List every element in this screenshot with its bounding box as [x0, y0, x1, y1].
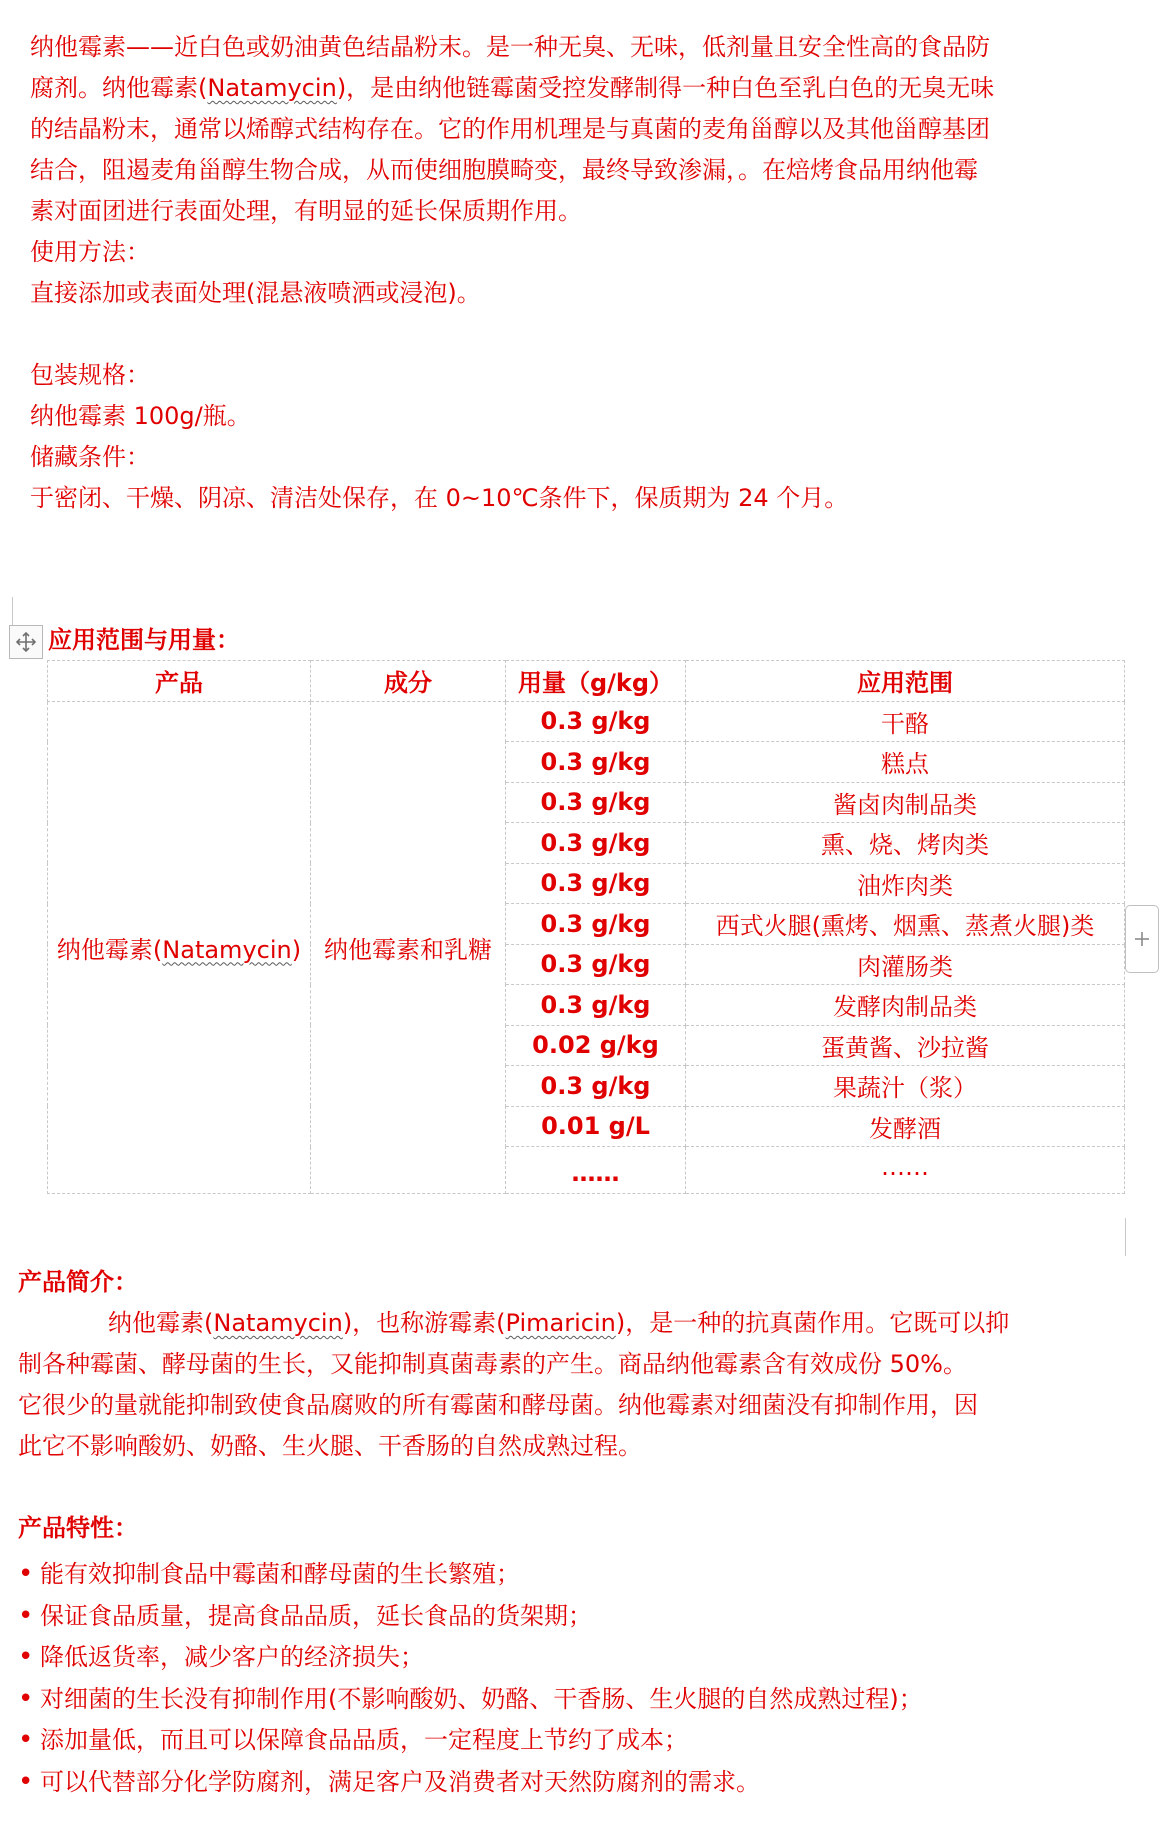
features-heading: 产品特性： [18, 1514, 138, 1542]
list-item: • 降低返货率，减少客户的经济损失； [18, 1637, 1158, 1679]
scope-cell: …… [686, 1147, 1125, 1194]
intro2-line: 纳他霉素(Natamycin)，也称游霉素(Pimaricin)，是一种的抗真菌作用。它既可以抑 [108, 1309, 1010, 1337]
intro-line: 素对面团进行表面处理，有明显的延长保质期作用。 [30, 197, 582, 225]
intro-line: 腐剂。纳他霉素(Natamycin)，是由纳他链霉菌受控发酵制得一种白色至乳白色的无臭无味 [30, 74, 995, 102]
intro2-line: 它很少的量就能抑制致使食品腐败的所有霉菌和酵母菌。纳他霉素对细菌没有抑制作用，因 [18, 1391, 978, 1419]
dose-cell: 0.3 g/kg [506, 904, 686, 945]
table-edge-marker [1125, 1218, 1126, 1256]
dose-cell: 0.3 g/kg [506, 863, 686, 904]
scope-cell: 酱卤肉制品类 [686, 782, 1125, 823]
dose-cell: 0.3 g/kg [506, 782, 686, 823]
move-icon [14, 630, 38, 654]
storage-label: 储藏条件： [30, 443, 150, 471]
scope-cell: 果蔬汁（浆） [686, 1066, 1125, 1107]
scope-cell: 西式火腿(熏烤、烟熏、蒸煮火腿)类 [686, 904, 1125, 945]
scope-cell: 发酵酒 [686, 1106, 1125, 1147]
scope-cell: 油炸肉类 [686, 863, 1125, 904]
table-title: 应用范围与用量： [48, 626, 240, 654]
intro-line: 的结晶粉末，通常以烯醇式结构存在。它的作用机理是与真菌的麦角甾醇以及其他甾醇基团 [30, 115, 990, 143]
list-item: • 保证食品质量，提高食品品质，延长食品的货架期； [18, 1596, 1158, 1638]
list-item: • 添加量低，而且可以保障食品品质，一定程度上节约了成本； [18, 1720, 1158, 1762]
dose-cell: 0.3 g/kg [506, 1066, 686, 1107]
list-item: • 可以代替部分化学防腐剂，满足客户及消费者对天然防腐剂的需求。 [18, 1762, 1158, 1804]
dose-cell: 0.3 g/kg [506, 985, 686, 1026]
blank-line [30, 314, 1150, 355]
scope-cell: 蛋黄酱、沙拉酱 [686, 1025, 1125, 1066]
list-item: • 能有效抑制食品中霉菌和酵母菌的生长繁殖； [18, 1554, 1158, 1596]
usage-label: 使用方法： [30, 238, 150, 266]
product-intro [18, 1262, 1158, 1549]
intro-line: 结合，阻遏麦角甾醇生物合成，从而使细胞膜畸变，最终导致渗漏，。在焙烤食品用纳他霉 [30, 156, 978, 184]
dose-cell: 0.01 g/L [506, 1106, 686, 1147]
header-dose: 用量（g/kg） [506, 661, 686, 702]
pack-text: 纳他霉素 100g/瓶。 [30, 402, 251, 430]
storage-text: 于密闭、干燥、阴凉、清洁处保存，在 0~10℃条件下，保质期为 24 个月。 [30, 484, 849, 512]
intro2-line: 此它不影响酸奶、奶酪、生火腿、干香肠的自然成熟过程。 [18, 1432, 642, 1460]
dose-cell: 0.3 g/kg [506, 742, 686, 783]
ingredient-cell: 纳他霉素和乳糖 [311, 701, 506, 1193]
features-list [18, 1554, 1158, 1803]
table-move-handle[interactable] [9, 625, 43, 659]
spellcheck-word: Natamycin [162, 935, 292, 964]
intro-paragraph [30, 27, 1150, 519]
table-row [48, 701, 1125, 742]
header-scope: 应用范围 [686, 661, 1125, 702]
add-column-button[interactable] [1125, 905, 1159, 973]
dose-cell: …… [506, 1147, 686, 1194]
product-cell: 纳他霉素(Natamycin) [48, 701, 311, 1193]
spellcheck-word: Natamycin [213, 1309, 343, 1337]
spellcheck-word: Pimaricin [505, 1309, 616, 1337]
dose-cell: 0.3 g/kg [506, 944, 686, 985]
table-edge-marker [12, 597, 13, 625]
plus-icon [1134, 931, 1150, 947]
dose-cell: 0.02 g/kg [506, 1025, 686, 1066]
intro-line: 纳他霉素——近白色或奶油黄色结晶粉末。是一种无臭、无味，低剂量且安全性高的食品防 [30, 33, 990, 61]
usage-text: 直接添加或表面处理(混悬液喷洒或浸泡)。 [30, 279, 481, 307]
scope-cell: 糕点 [686, 742, 1125, 783]
header-product: 产品 [48, 661, 311, 702]
dose-cell: 0.3 g/kg [506, 823, 686, 864]
header-ingredient: 成分 [311, 661, 506, 702]
dose-cell: 0.3 g/kg [506, 701, 686, 742]
list-item: • 对细菌的生长没有抑制作用(不影响酸奶、奶酪、干香肠、生火腿的自然成熟过程)； [18, 1679, 1158, 1721]
scope-cell: 干酪 [686, 701, 1125, 742]
scope-cell: 肉灌肠类 [686, 944, 1125, 985]
scope-cell: 发酵肉制品类 [686, 985, 1125, 1026]
product-intro-heading: 产品简介： [18, 1268, 138, 1296]
scope-cell: 熏、烧、烤肉类 [686, 823, 1125, 864]
application-table [47, 660, 1125, 1194]
spellcheck-word: Natamycin [207, 74, 337, 102]
pack-label: 包装规格： [30, 361, 150, 389]
intro2-line: 制各种霉菌、酵母菌的生长，又能抑制真菌毒素的产生。商品纳他霉素含有效成份 50%。 [18, 1350, 967, 1378]
blank-line [18, 1467, 1158, 1508]
